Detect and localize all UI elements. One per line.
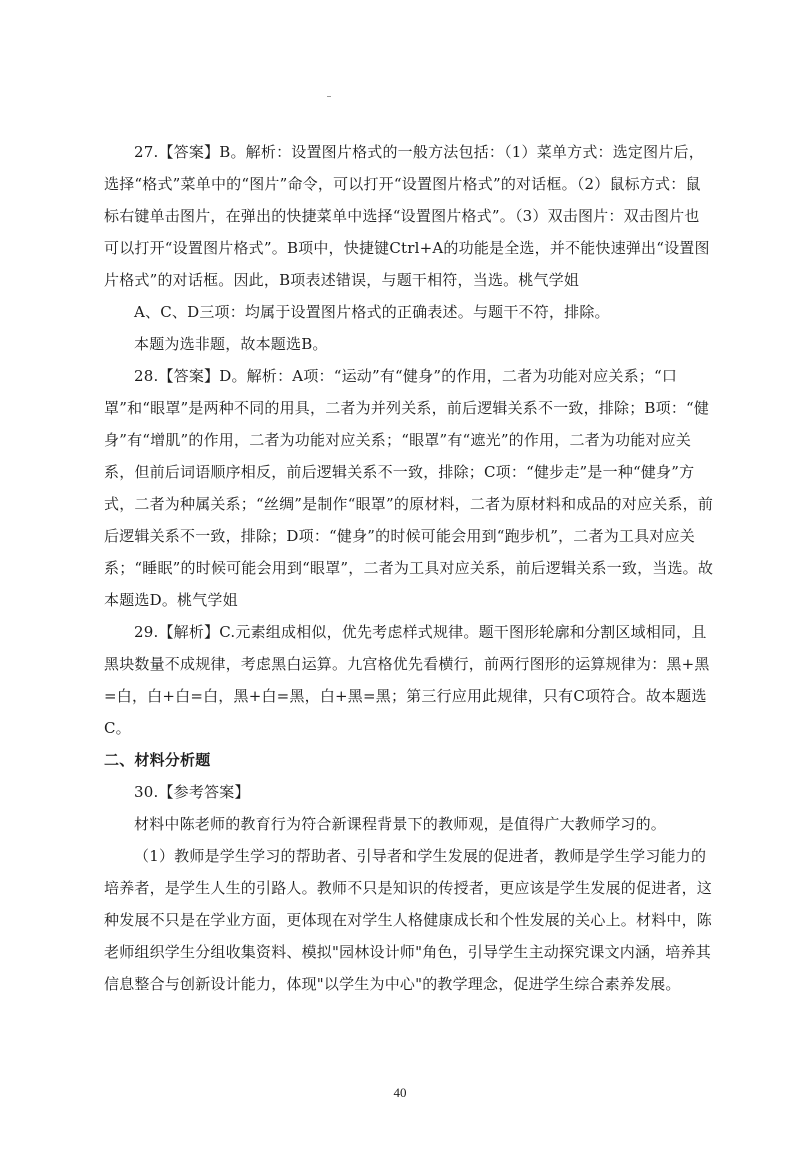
section-heading: 二、材料分析题 <box>104 751 211 769</box>
page-number: 40 <box>393 1085 407 1100</box>
answer-27-paragraph: 27.【答案】B。解析：设置图片格式的一般方法包括：（1）菜单方式：选定图片后，选择“格式”菜单中的“图片”命令，可以打开“设置图片格式”的对话框。（2）鼠标方式：鼠标右键单击图片，在弹出的快捷菜单中选择“设置图片格式”。（3）双击图片：双击图片也可以打开“设置图片格式”。B项中，快捷键Ctrl+A的功能是全选，并不能快速弹出“设置图片格式”的对话框。因此，B项表述错误，与题干相符，当选。桃气学姐 <box>104 143 710 289</box>
scan-artifact <box>327 96 331 97</box>
answer-30-label: 30.【参考答案】 <box>134 783 250 801</box>
answer-30-point-1: （1）教师是学生学习的帮助者、引导者和学生发展的促进者，教师是学生学习能力的培养者，是学生人生的引路人。教师不只是知识的传授者，更应该是学生发展的促进者，这种发展不只是在学业方面，更体现在对学生人格健康成长和个性发展的关心上。材料中，陈老师组织学生分组收集资料、模拟"园林设计师"角色，引导学生主动探究课文内涵，培养其信息整合与创新设计能力，体现"以学生为中心"的教学理念，促进学生综合素养发展。 <box>104 847 713 993</box>
answer-29-paragraph: 29.【解析】C.元素组成相似，优先考虑样式规律。题干图形轮廓和分割区域相同，且黑块数量不成规律，考虑黑白运算。九宫格优先看横行，前两行图形的运算规律为：黑+黑=白，白+白=白，黑+白=黑，白+黑=黑；第三行应用此规律，只有C项符合。故本题选C。 <box>104 623 710 737</box>
answer-27-options-note: A、C、D三项：均属于设置图片格式的正确表述。与题干不符，排除。 <box>134 303 610 321</box>
answer-27-conclusion: 本题为选非题，故本题选B。 <box>134 335 328 353</box>
answer-30-intro: 材料中陈老师的教育行为符合新课程背景下的教师观，是值得广大教师学习的。 <box>134 815 667 833</box>
answer-28-paragraph: 28.【答案】D。解析：A项：“运动”有“健身”的作用，二者为功能对应关系；“口罩”和“眼罩”是两种不同的用具，二者为并列关系，前后逻辑关系不一致，排除；B项：“健身”有“增肌”的作用，二者为功能对应关系；“眼罩”有“遮光”的作用，二者为功能对应关系，但前后词语顺序相反，前后逻辑关系不一致，排除；C项：“健步走”是一种“健身”方式，二者为种属关系；“丝绸”是制作“眼罩”的原材料，二者为原材料和成品的对应关系，前后逻辑关系不一致，排除；D项：“健身”的时候可能会用到“跑步机”，二者为工具对应关系；“睡眠”的时候可能会用到“眼罩”，二者为工具对应关系，前后逻辑关系一致，当选。故本题选D。桃气学姐 <box>104 367 714 609</box>
page-content <box>104 136 714 1000</box>
